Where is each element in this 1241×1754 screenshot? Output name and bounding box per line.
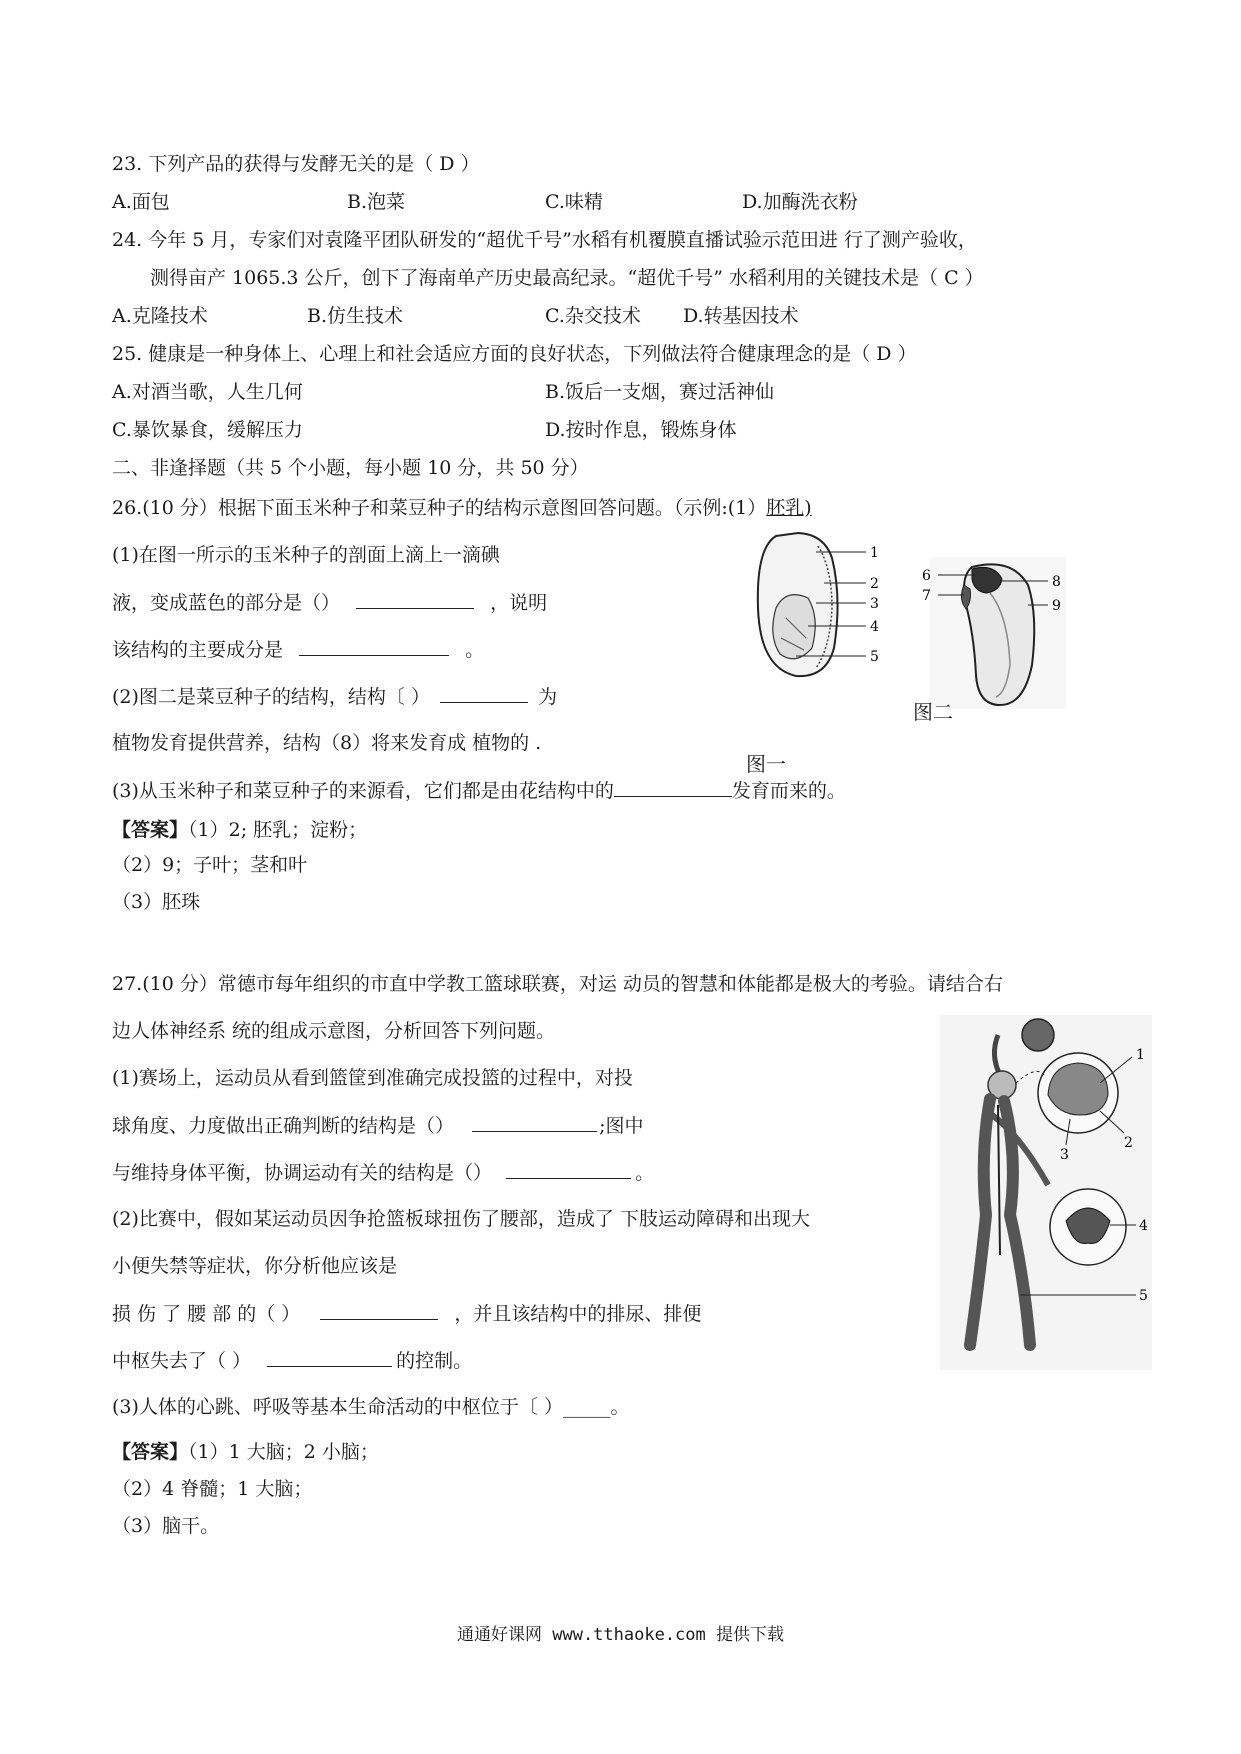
q27-blank-4[interactable] [267,1348,392,1367]
q27-part1-line1: (1)赛场上，运动员从看到篮筐到准确完成投篮的过程中，对投 [112,1067,633,1089]
q27-blank-2[interactable] [506,1160,631,1179]
bean-label-9: 9 [1052,598,1061,614]
q27-part2-line2: 小便失禁等症状，你分析他应该是 [112,1255,398,1277]
page-footer: 通通好课网 www.tthaoke.com 提供下载 [457,1625,784,1645]
q27-stem-line2: 边人体神经系 统的组成示意图，分析回答下列问题。 [112,1020,556,1042]
corn-label-2: 2 [870,576,879,592]
bean-label-6: 6 [922,568,931,584]
q26-answer-3: （3）胚珠 [112,891,201,913]
q24-option-b: B.仿生技术 [307,305,404,327]
q27-stem: 27.(10 分）常德市每年组织的市直中学教工篮球联赛，对运 动员的智慧和体能都是极大的考验。请结合右 [112,973,1003,995]
q26-example: 胚乳) [766,497,812,519]
q26-part2-line1 [112,684,557,709]
q27-blank-3[interactable] [320,1301,438,1320]
q26-part1-line2 [112,590,547,615]
fig1-caption: 图一 [746,752,786,776]
q25-option-c: C.暴饮暴食，缓解压力 [112,419,303,441]
q25-option-d: D.按时作息，锻炼身体 [545,419,737,441]
corn-seed-figure [746,528,886,683]
q26-part3-suffix: 发育而来的。 [731,780,846,802]
q26-part2-line1-text: (2)图二是菜豆种子的结构，结构〔 ） [112,686,430,708]
q27-part2-line4-text: 中枢失去了（ ） [112,1350,252,1372]
q27-part1-line3 [112,1160,654,1185]
q25-stem: 25. 健康是一种身体上、心理上和社会适应方面的良好状态，下列做法符合健康理念的是（ D ） [112,343,917,365]
q27-answer-head: 【答案】 [112,1441,189,1463]
section-heading: 二、非逢择题（共 5 个小题，每小题 10 分，共 50 分） [112,457,589,479]
q26-part1-line2-text: 液，变成蓝色的部分是（） [112,592,341,614]
q26-part3-text: (3)从玉米种子和菜豆种子的来源看，它们都是由花结构中的 [112,780,614,802]
q25-option-a: A.对酒当歌，人生几何 [112,381,303,403]
q27-part2-line4-suffix: 的控制。 [396,1350,473,1372]
q26-blank-3[interactable] [440,684,528,703]
nerve-label-5: 5 [1139,1288,1148,1304]
q26-blank-1[interactable] [356,590,474,609]
q27-answer-2: （2）4 脊髓；1 大脑； [112,1478,313,1500]
q25-option-b: B.饭后一支烟，赛过活神仙 [545,381,775,403]
nerve-label-1: 1 [1136,1047,1145,1063]
q24-option-d: D.转基因技术 [683,305,799,327]
q26-part2-line1-suffix: 为 [538,686,558,708]
corn-label-5: 5 [870,649,879,665]
q26-part1-line3 [112,637,484,662]
q26-answer-1 [112,818,367,842]
q24-stem-line2: 测得亩产 1065.3 公斤，创下了海南单产历史最高纪录。“超优千号” 水稻利用的关键技术是（ C ） [150,267,984,289]
q26-answer-1-text: （1）2; 胚乳；淀粉； [188,819,368,841]
q27-part1-line3-text: 与维持身体平衡，协调运动有关的结构是（） [112,1162,493,1184]
q27-part2-line4 [112,1348,472,1373]
q24-option-c: C.杂交技术 [545,305,641,327]
q26-stem [112,496,812,520]
q26-blank-2[interactable] [299,637,449,656]
q27-answer-1-text: （1）1 大脑；2 小脑； [188,1441,379,1463]
q27-part2-line1: (2)比赛中，假如某运动员因争抢篮板球扭伤了腰部，造成了 下肢运动障碍和出现大 [112,1208,810,1230]
q27-part1-line2-suffix: ;图中 [599,1115,644,1137]
q26-part1-line3-text: 该结构的主要成分是 [112,639,284,661]
q27-part3: (3)人体的心跳、呼吸等基本生命活动的中枢位于〔 ）_____。 [112,1396,630,1418]
q23-option-a: A.面包 [112,191,170,213]
q26-part1-line2-suffix: ，说明 [490,592,548,614]
q26-blank-4[interactable] [614,778,732,797]
q26-part3 [112,778,846,803]
corn-label-1: 1 [870,545,879,561]
nervous-system-figure [940,1015,1152,1370]
q26-part1-line3-suffix: 。 [465,639,485,661]
q26-part1-line1: (1)在图一所示的玉米种子的剖面上滴上一滴碘 [112,544,500,566]
q27-part1-line2-text: 球角度、力度做出正确判断的结构是（） [112,1115,455,1137]
q27-blank-1[interactable] [472,1113,597,1132]
q26-answer-head: 【答案】 [112,819,189,841]
bean-seed-figure [920,555,1070,713]
q23-option-b: B.泡菜 [347,191,406,213]
q26-stem-text: 26.(10 分）根据下面玉米种子和菜豆种子的结构示意图回答问题。（示例:(1） [112,497,767,519]
q23-stem: 23. 下列产品的获得与发酵无关的是（ D ） [112,153,480,175]
q23-option-c: C.味精 [545,191,603,213]
q26-answer-2: （2）9；子叶；茎和叶 [112,854,308,876]
corn-label-4: 4 [870,619,879,635]
q24-stem-line1: 24. 今年 5 月，专家们对袁隆平团队研发的“超优千号”水稻有机覆膜直播试验示范田进 行了测产验收， [112,229,977,251]
q27-part1-line3-suffix: 。 [635,1162,655,1184]
q27-part2-line3 [112,1301,701,1326]
q27-answer-3: （3）脑干。 [112,1515,220,1537]
q23-option-d: D.加酶洗衣粉 [742,191,858,213]
q27-part1-line2 [112,1113,643,1138]
q27-answer-1 [112,1440,379,1464]
nerve-label-2: 2 [1124,1135,1133,1151]
q27-part2-line3-text: 损 伤 了 腰 部 的（ ） [112,1303,301,1325]
q26-part2-line2: 植物发育提供营养，结构（8）将来发育成 植物的 . [112,732,542,754]
nerve-label-4: 4 [1139,1218,1148,1234]
nerve-label-3: 3 [1060,1147,1069,1163]
bean-label-8: 8 [1052,574,1061,590]
fig2-caption: 图二 [913,700,953,724]
q24-option-a: A.克隆技术 [112,305,208,327]
corn-label-3: 3 [870,596,879,612]
bean-label-7: 7 [922,588,931,604]
q27-part2-line3-suffix: ，并且该结构中的排尿、排便 [454,1303,702,1325]
